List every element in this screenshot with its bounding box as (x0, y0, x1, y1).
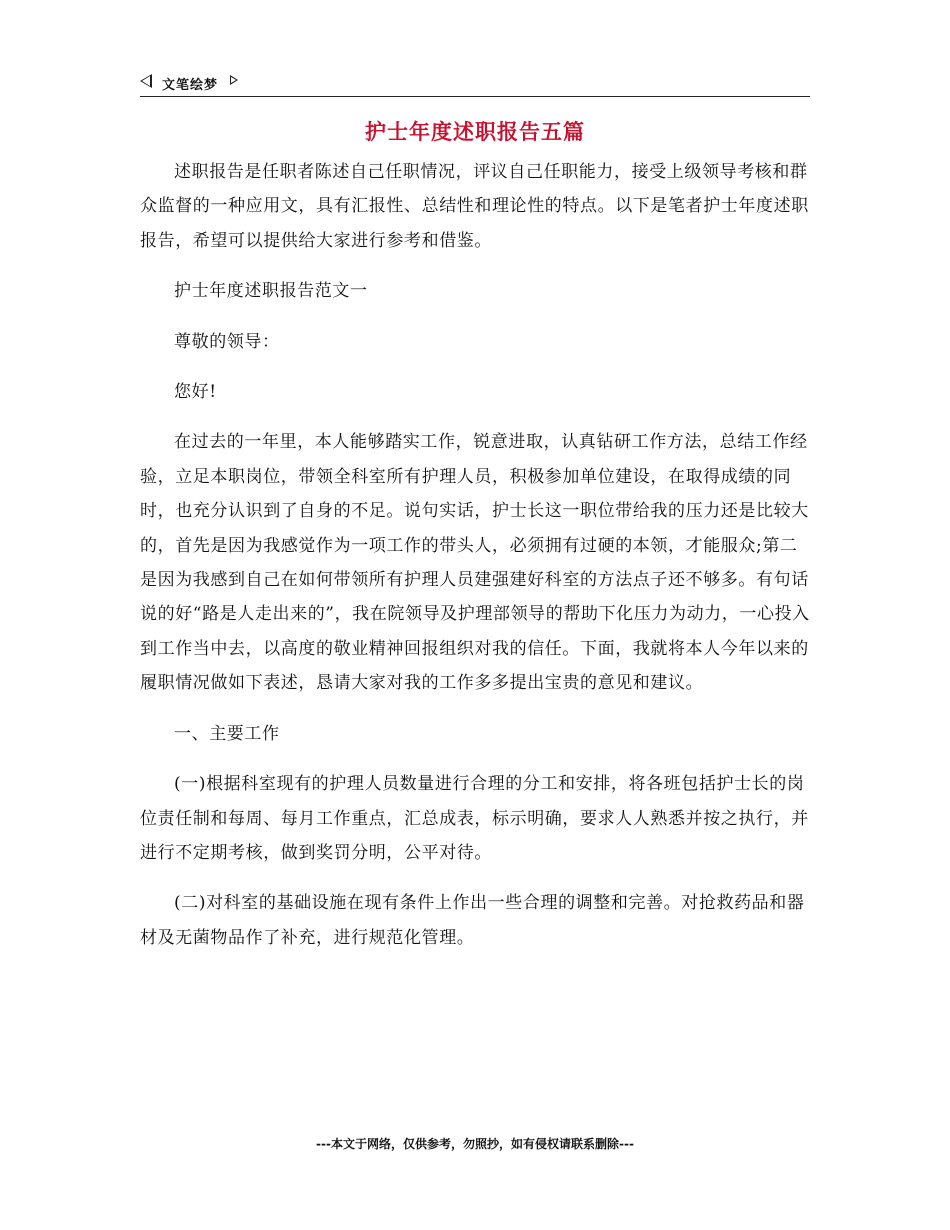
body-paragraph: (一)根据科室现有的护理人员数量进行合理的分工和安排，将各班包括护士长的岗位责任制和每周、每月工作重点，汇总成表，标示明确，要求人人熟悉并按之执行，并进行不定期考核，做到奖罚分明，公平对待。 (140, 774, 809, 863)
triangle-right-icon (230, 75, 238, 85)
greeting: 您好! (174, 382, 217, 403)
section-heading: 护士年度述职报告范文一 (174, 281, 368, 302)
document-body (140, 155, 812, 971)
subsection-heading: 一、主要工作 (174, 723, 280, 744)
body-paragraph: 在过去的一年里，本人能够踏实工作，锐意进取，认真钻研工作方法，总结工作经验，立足本职岗位，带领全科室所有护理人员，积极参加单位建设，在取得成绩的同时，也充分认识到了自身的不足。说句实话，护士长这一职位带给我的压力还是比较大的，首先是因为我感觉作为一项工作的带头人，必须拥有过硬的本领，才能服众;第二是因为我感到自己在如何带领所有护理人员建强建好科室的方法点子还不够多。有句话说的好“路是人走出来的”，我在院领导及护理部领导的帮助下化压力为动力，一心投入到工作当中去，以高度的敬业精神回报组织对我的信任。下面，我就将本人今年以来的履职情况做如下表述，恳请大家对我的工作多多提出宝贵的意见和建议。 (140, 432, 810, 694)
page-footer: ---本文于网络，仅供参考，勿照抄，如有侵权请联系删除--- (316, 1137, 634, 1151)
triangle-left-icon (140, 74, 152, 88)
body-paragraph: (二)对科室的基础设施在现有条件上作出一些合理的调整和完善。对抢救药品和器材及无菌物品作了补充，进行规范化管理。 (140, 893, 805, 948)
salutation: 尊敬的领导： (174, 331, 280, 352)
brand-name: 文笔绘梦 (162, 78, 219, 93)
intro-paragraph: 述职报告是任职者陈述自己任职情况，评议自己任职能力，接受上级领导考核和群众监督的一种应用文，具有汇报性、总结性和理论性的特点。以下是笔者护士年度述职报告，希望可以提供给大家进行参考和借鉴。 (140, 162, 809, 251)
document-title: 护士年度述职报告五篇 (365, 120, 585, 144)
page-header (140, 72, 810, 97)
